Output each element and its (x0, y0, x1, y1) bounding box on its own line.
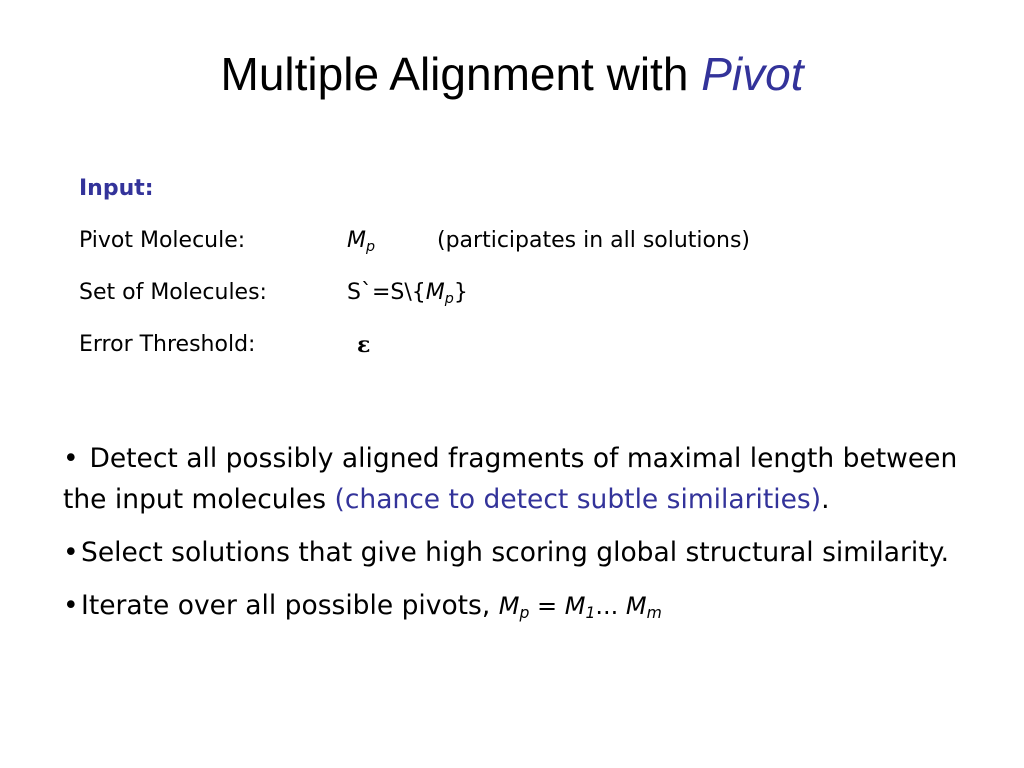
formula-subscript: m (646, 604, 662, 622)
bullet-mark: • (63, 443, 79, 474)
param-symbol: M (425, 280, 445, 305)
slide-title-main: Multiple Alignment with (220, 48, 689, 100)
param-value (347, 276, 468, 310)
bullet-item-detect (63, 438, 998, 520)
bullet-text: Detect all possibly aligned fragments of maximal length between the input molecules (63, 443, 958, 515)
bullet-mark: • (63, 590, 79, 621)
bullet-item-iterate (63, 585, 998, 627)
bullet-mark: • (63, 537, 79, 568)
formula-symbol: M (564, 592, 586, 620)
param-note: (participates in all solutions) (437, 228, 750, 253)
formula-symbol: M (498, 592, 520, 620)
bullet-note: (chance to detect subtle similarities) (334, 484, 822, 515)
formula-ellipsis: ... (595, 592, 619, 620)
param-row-pivot-molecule (79, 224, 750, 258)
slide-title-accent: Pivot (701, 48, 804, 100)
bullet-text: Iterate over all possible pivots, (81, 590, 491, 621)
input-heading: Input: (79, 176, 154, 201)
param-row-error-threshold (79, 328, 371, 362)
param-prefix: S`=S\{ (347, 280, 426, 305)
param-label: Set of Molecules: (79, 280, 267, 305)
input-section (79, 172, 750, 362)
param-symbol: M (347, 228, 366, 253)
slide-title (0, 44, 1024, 104)
formula-equals: = (537, 592, 558, 620)
param-subscript: p (444, 291, 454, 307)
param-symbol: ε (357, 332, 371, 358)
param-label: Pivot Molecule: (79, 228, 246, 253)
param-label: Error Threshold: (79, 332, 256, 357)
param-value (347, 224, 375, 258)
bullet-trail: . (821, 484, 830, 515)
param-suffix: } (453, 280, 468, 305)
formula-symbol: M (625, 592, 647, 620)
bullet-item-select (63, 532, 998, 573)
bullet-formula (499, 592, 662, 620)
formula-subscript: 1 (585, 604, 596, 622)
bullet-text: Select solutions that give high scoring global structural similarity. (81, 537, 949, 568)
formula-subscript: p (519, 604, 530, 622)
param-row-set-of-molecules (79, 276, 468, 310)
bullet-list (63, 438, 998, 639)
param-subscript: p (365, 239, 376, 255)
